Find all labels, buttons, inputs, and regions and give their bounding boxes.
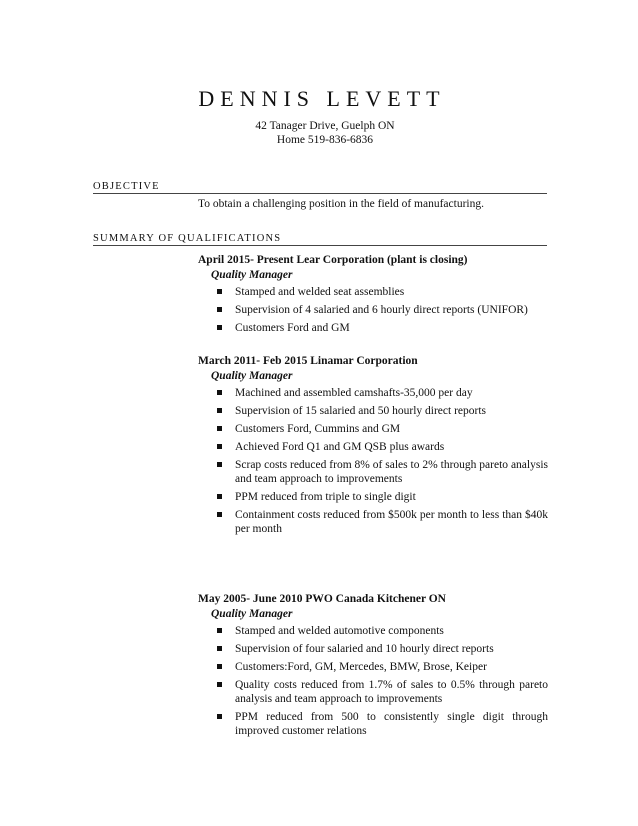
job-bullets: [198, 624, 548, 738]
square-bullet-icon: [217, 289, 222, 294]
bullet-text: Scrap costs reduced from 8% of sales to 2% through pareto analysis and team approach to improvements: [235, 459, 548, 485]
bullet-text: Machined and assembled camshafts-35,000 per day: [235, 387, 473, 399]
objective-heading: OBJECTIVE: [93, 181, 547, 194]
bullet-item: [198, 386, 548, 400]
bullet-item: [198, 285, 548, 299]
job-entry-pwo: [198, 593, 548, 742]
square-bullet-icon: [217, 390, 222, 395]
square-bullet-icon: [217, 714, 222, 719]
bullet-item: [198, 678, 548, 706]
square-bullet-icon: [217, 494, 222, 499]
bullet-text: Customers Ford, Cummins and GM: [235, 423, 401, 435]
square-bullet-icon: [217, 512, 222, 517]
bullet-item: [198, 422, 548, 436]
address-line: 42 Tanager Drive, Guelph ON: [255, 120, 395, 132]
square-bullet-icon: [217, 307, 222, 312]
job-title: Quality Manager: [211, 370, 293, 382]
bullet-text: Customers:Ford, GM, Mercedes, BMW, Brose, Keiper: [235, 661, 487, 673]
bullet-item: [198, 660, 548, 674]
square-bullet-icon: [217, 444, 222, 449]
candidate-name: DENNIS LEVETT: [198, 86, 446, 111]
job-entry-lear: [198, 254, 548, 339]
objective-text: To obtain a challenging position in the field of manufacturing.: [198, 198, 484, 210]
square-bullet-icon: [217, 682, 222, 687]
square-bullet-icon: [217, 426, 222, 431]
square-bullet-icon: [217, 462, 222, 467]
bullet-text: Achieved Ford Q1 and GM QSB plus awards: [235, 441, 445, 453]
bullet-item: [198, 508, 548, 536]
bullet-item: [198, 440, 548, 454]
bullet-text: PPM reduced from 500 to consistently single digit through improved customer relations: [235, 711, 548, 737]
bullet-item: [198, 490, 548, 504]
square-bullet-icon: [217, 628, 222, 633]
bullet-text: Supervision of four salaried and 10 hourly direct reports: [235, 643, 494, 655]
bullet-item: [198, 624, 548, 638]
bullet-item: [198, 404, 548, 418]
bullet-text: Supervision of 15 salaried and 50 hourly direct reports: [235, 405, 487, 417]
bullet-text: Stamped and welded automotive components: [235, 625, 444, 637]
job-header: March 2011- Feb 2015 Linamar Corporation: [198, 355, 418, 367]
bullet-item: [198, 458, 548, 486]
square-bullet-icon: [217, 325, 222, 330]
job-title: Quality Manager: [211, 269, 293, 281]
square-bullet-icon: [217, 664, 222, 669]
square-bullet-icon: [217, 646, 222, 651]
job-entry-linamar: [198, 355, 548, 540]
job-title: Quality Manager: [211, 608, 293, 620]
bullet-item: [198, 303, 548, 317]
bullet-text: Supervision of 4 salaried and 6 hourly direct reports (UNIFOR): [235, 304, 528, 316]
bullet-text: Containment costs reduced from $500k per month to less than $40k per month: [235, 509, 548, 535]
job-header: May 2005- June 2010 PWO Canada Kitchener ON: [198, 593, 446, 605]
bullet-item: [198, 642, 548, 656]
job-bullets: [198, 285, 548, 335]
bullet-item: [198, 321, 548, 335]
square-bullet-icon: [217, 408, 222, 413]
bullet-text: PPM reduced from triple to single digit: [235, 491, 416, 503]
summary-heading: SUMMARY OF QUALIFICATIONS: [93, 233, 547, 246]
job-bullets: [198, 386, 548, 536]
phone-line: Home 519-836-6836: [276, 134, 374, 146]
bullet-text: Customers Ford and GM: [235, 322, 350, 334]
job-header: April 2015- Present Lear Corporation (plant is closing): [198, 254, 468, 266]
bullet-text: Quality costs reduced from 1.7% of sales to 0.5% through pareto analysis and team approach to improvements: [235, 679, 548, 705]
bullet-text: Stamped and welded seat assemblies: [235, 286, 405, 298]
bullet-item: [198, 710, 548, 738]
